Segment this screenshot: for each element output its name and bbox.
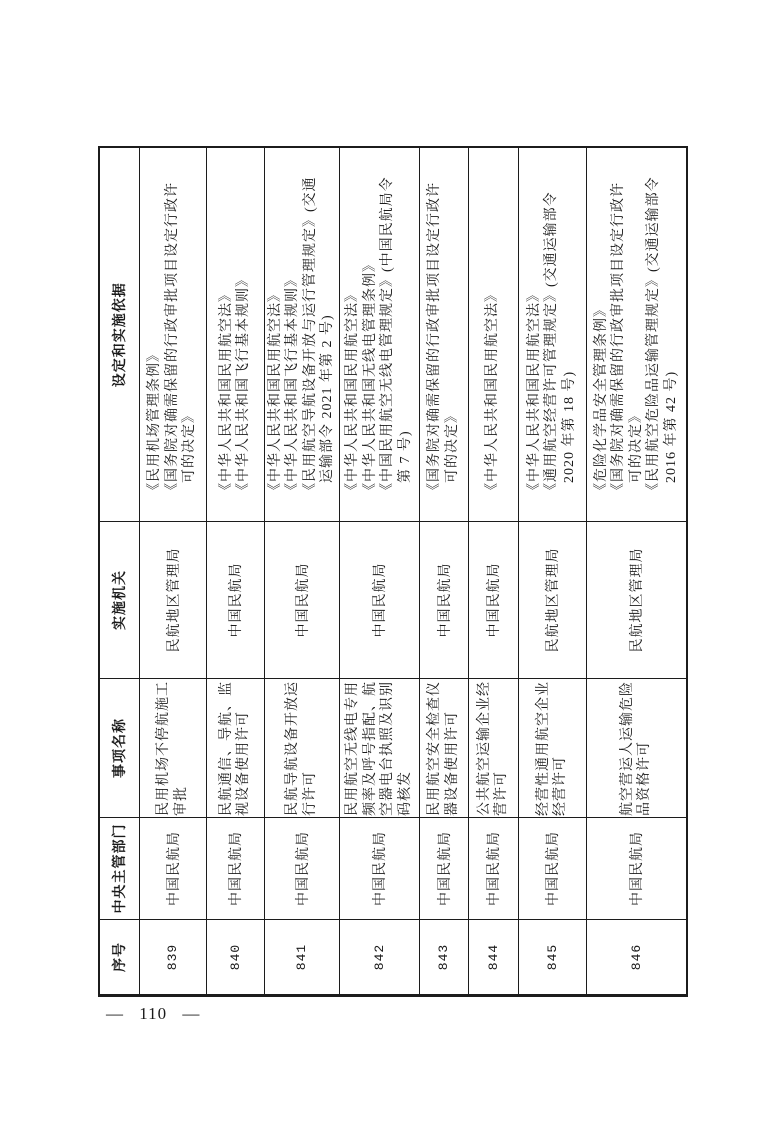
- table-row: [339, 148, 419, 996]
- legal-basis-entry: 《国务院对确需保留的行政审批项目设定行政许可的决定》: [427, 182, 460, 497]
- legal-basis-entry: 《中华人民共和国飞行基本规则》: [236, 272, 251, 497]
- cell-central-department: 中国民航局: [518, 818, 586, 920]
- table-row: [468, 148, 518, 996]
- cell-implementing-agency: 中国民航局: [206, 522, 264, 679]
- table-row: [139, 148, 206, 996]
- cell-central-department: 中国民航局: [139, 818, 206, 920]
- table-row: [419, 148, 468, 996]
- cell-central-department: 中国民航局: [419, 818, 468, 920]
- cell-item-name: 民用航空无线电专用频率及呼号指配、航空器电台执照及识别码核发: [339, 679, 419, 818]
- cell-legal-basis: [264, 148, 339, 522]
- legal-basis-entry: 《中华人民共和国民用航空法》: [526, 287, 542, 497]
- cell-legal-basis: [206, 148, 264, 522]
- col-header-seq-number: 序号: [99, 920, 139, 996]
- table-row: [206, 148, 264, 996]
- cell-item-name: 民用机场不停航施工审批: [139, 679, 206, 818]
- col-header-legal-basis: 设定和实施依据: [99, 148, 139, 522]
- cell-central-department: 中国民航局: [206, 818, 264, 920]
- cell-item-name: 民航通信、导航、监视设备使用许可: [206, 679, 264, 818]
- cell-seq-number: 839: [139, 920, 206, 996]
- cell-seq-number: 843: [419, 920, 468, 996]
- cell-central-department: 中国民航局: [586, 818, 687, 920]
- legal-basis-entry: 《民用航空导航设备开放与运行管理规定》(交通运输部令 2021 年第 2 号): [302, 176, 335, 497]
- table-row: [586, 148, 687, 996]
- legal-basis-entry: 《民用航空危险品运输管理规定》(交通运输部令 2016 年第 42 号): [646, 176, 679, 497]
- cell-item-name: 民航导航设备开放运行许可: [264, 679, 339, 818]
- legal-basis-entry: 《国务院对确需保留的行政审批项目设定行政许可的决定》: [611, 182, 644, 497]
- page-number: — 110 —: [106, 1004, 201, 1023]
- legal-basis-entry: 《中华人民共和国飞行基本规则》: [285, 272, 300, 497]
- col-header-item-name: 事项名称: [99, 679, 139, 818]
- legal-basis-entry: 《中华人民共和国民用航空法》: [345, 287, 360, 497]
- cell-central-department: 中国民航局: [339, 818, 419, 920]
- col-header-central-department: 中央主管部门: [99, 818, 139, 920]
- cell-implementing-agency: 中国民航局: [419, 522, 468, 679]
- table-header-row: [99, 148, 139, 996]
- legal-basis-entry: 《中华人民共和国无线电管理条例》: [362, 257, 378, 497]
- cell-legal-basis: [586, 148, 687, 522]
- cell-seq-number: 846: [586, 920, 687, 996]
- cell-legal-basis: [468, 148, 518, 522]
- cell-item-name: 民用航空安全检查仪器设备使用许可: [419, 679, 468, 818]
- rotated-table-inner: [98, 149, 681, 997]
- legal-basis-entry: 《中国民用航空无线电管理规定》(中国民航局令第 7 号): [380, 176, 413, 497]
- legal-basis-entry: 《民用机场管理条例》: [147, 347, 163, 497]
- cell-implementing-agency: 中国民航局: [339, 522, 419, 679]
- cell-item-name: 航空营运人运输危险品资格许可: [586, 679, 687, 818]
- cell-legal-basis: [139, 148, 206, 522]
- legal-basis-entry: 《中华人民共和国民用航空法》: [267, 287, 283, 497]
- table-row: [264, 148, 339, 996]
- cell-legal-basis: [419, 148, 468, 522]
- cell-implementing-agency: 中国民航局: [264, 522, 339, 679]
- legal-basis-entry: 《中华人民共和国民用航空法》: [485, 287, 501, 497]
- table-row: [518, 148, 586, 996]
- rotated-table-region: [98, 149, 681, 997]
- cell-item-name: 经营性通用航空企业经营许可: [518, 679, 586, 818]
- cell-seq-number: 841: [264, 920, 339, 996]
- cell-central-department: 中国民航局: [468, 818, 518, 920]
- cell-implementing-agency: 民航地区管理局: [586, 522, 687, 679]
- cell-central-department: 中国民航局: [264, 818, 339, 920]
- cell-legal-basis: [339, 148, 419, 522]
- cell-seq-number: 840: [206, 920, 264, 996]
- cell-implementing-agency: 中国民航局: [468, 522, 518, 679]
- legal-basis-entry: 《危险化学品安全管理条例》: [593, 302, 609, 497]
- cell-seq-number: 845: [518, 920, 586, 996]
- cell-seq-number: 844: [468, 920, 518, 996]
- approval-items-table: [98, 147, 688, 998]
- legal-basis-entry: 《国务院对确需保留的行政审批项目设定行政许可的决定》: [164, 182, 198, 497]
- cell-item-name: 公共航空运输企业经营许可: [468, 679, 518, 818]
- cell-implementing-agency: 民航地区管理局: [139, 522, 206, 679]
- cell-implementing-agency: 民航地区管理局: [518, 522, 586, 679]
- cell-legal-basis: [518, 148, 586, 522]
- col-header-implementing-agency: 实施机关: [99, 522, 139, 679]
- legal-basis-entry: 《中华人民共和国民用航空法》: [218, 287, 234, 497]
- legal-basis-entry: 《通用航空经营许可管理规定》(交通运输部令 2020 年第 18 号): [544, 191, 577, 497]
- cell-seq-number: 842: [339, 920, 419, 996]
